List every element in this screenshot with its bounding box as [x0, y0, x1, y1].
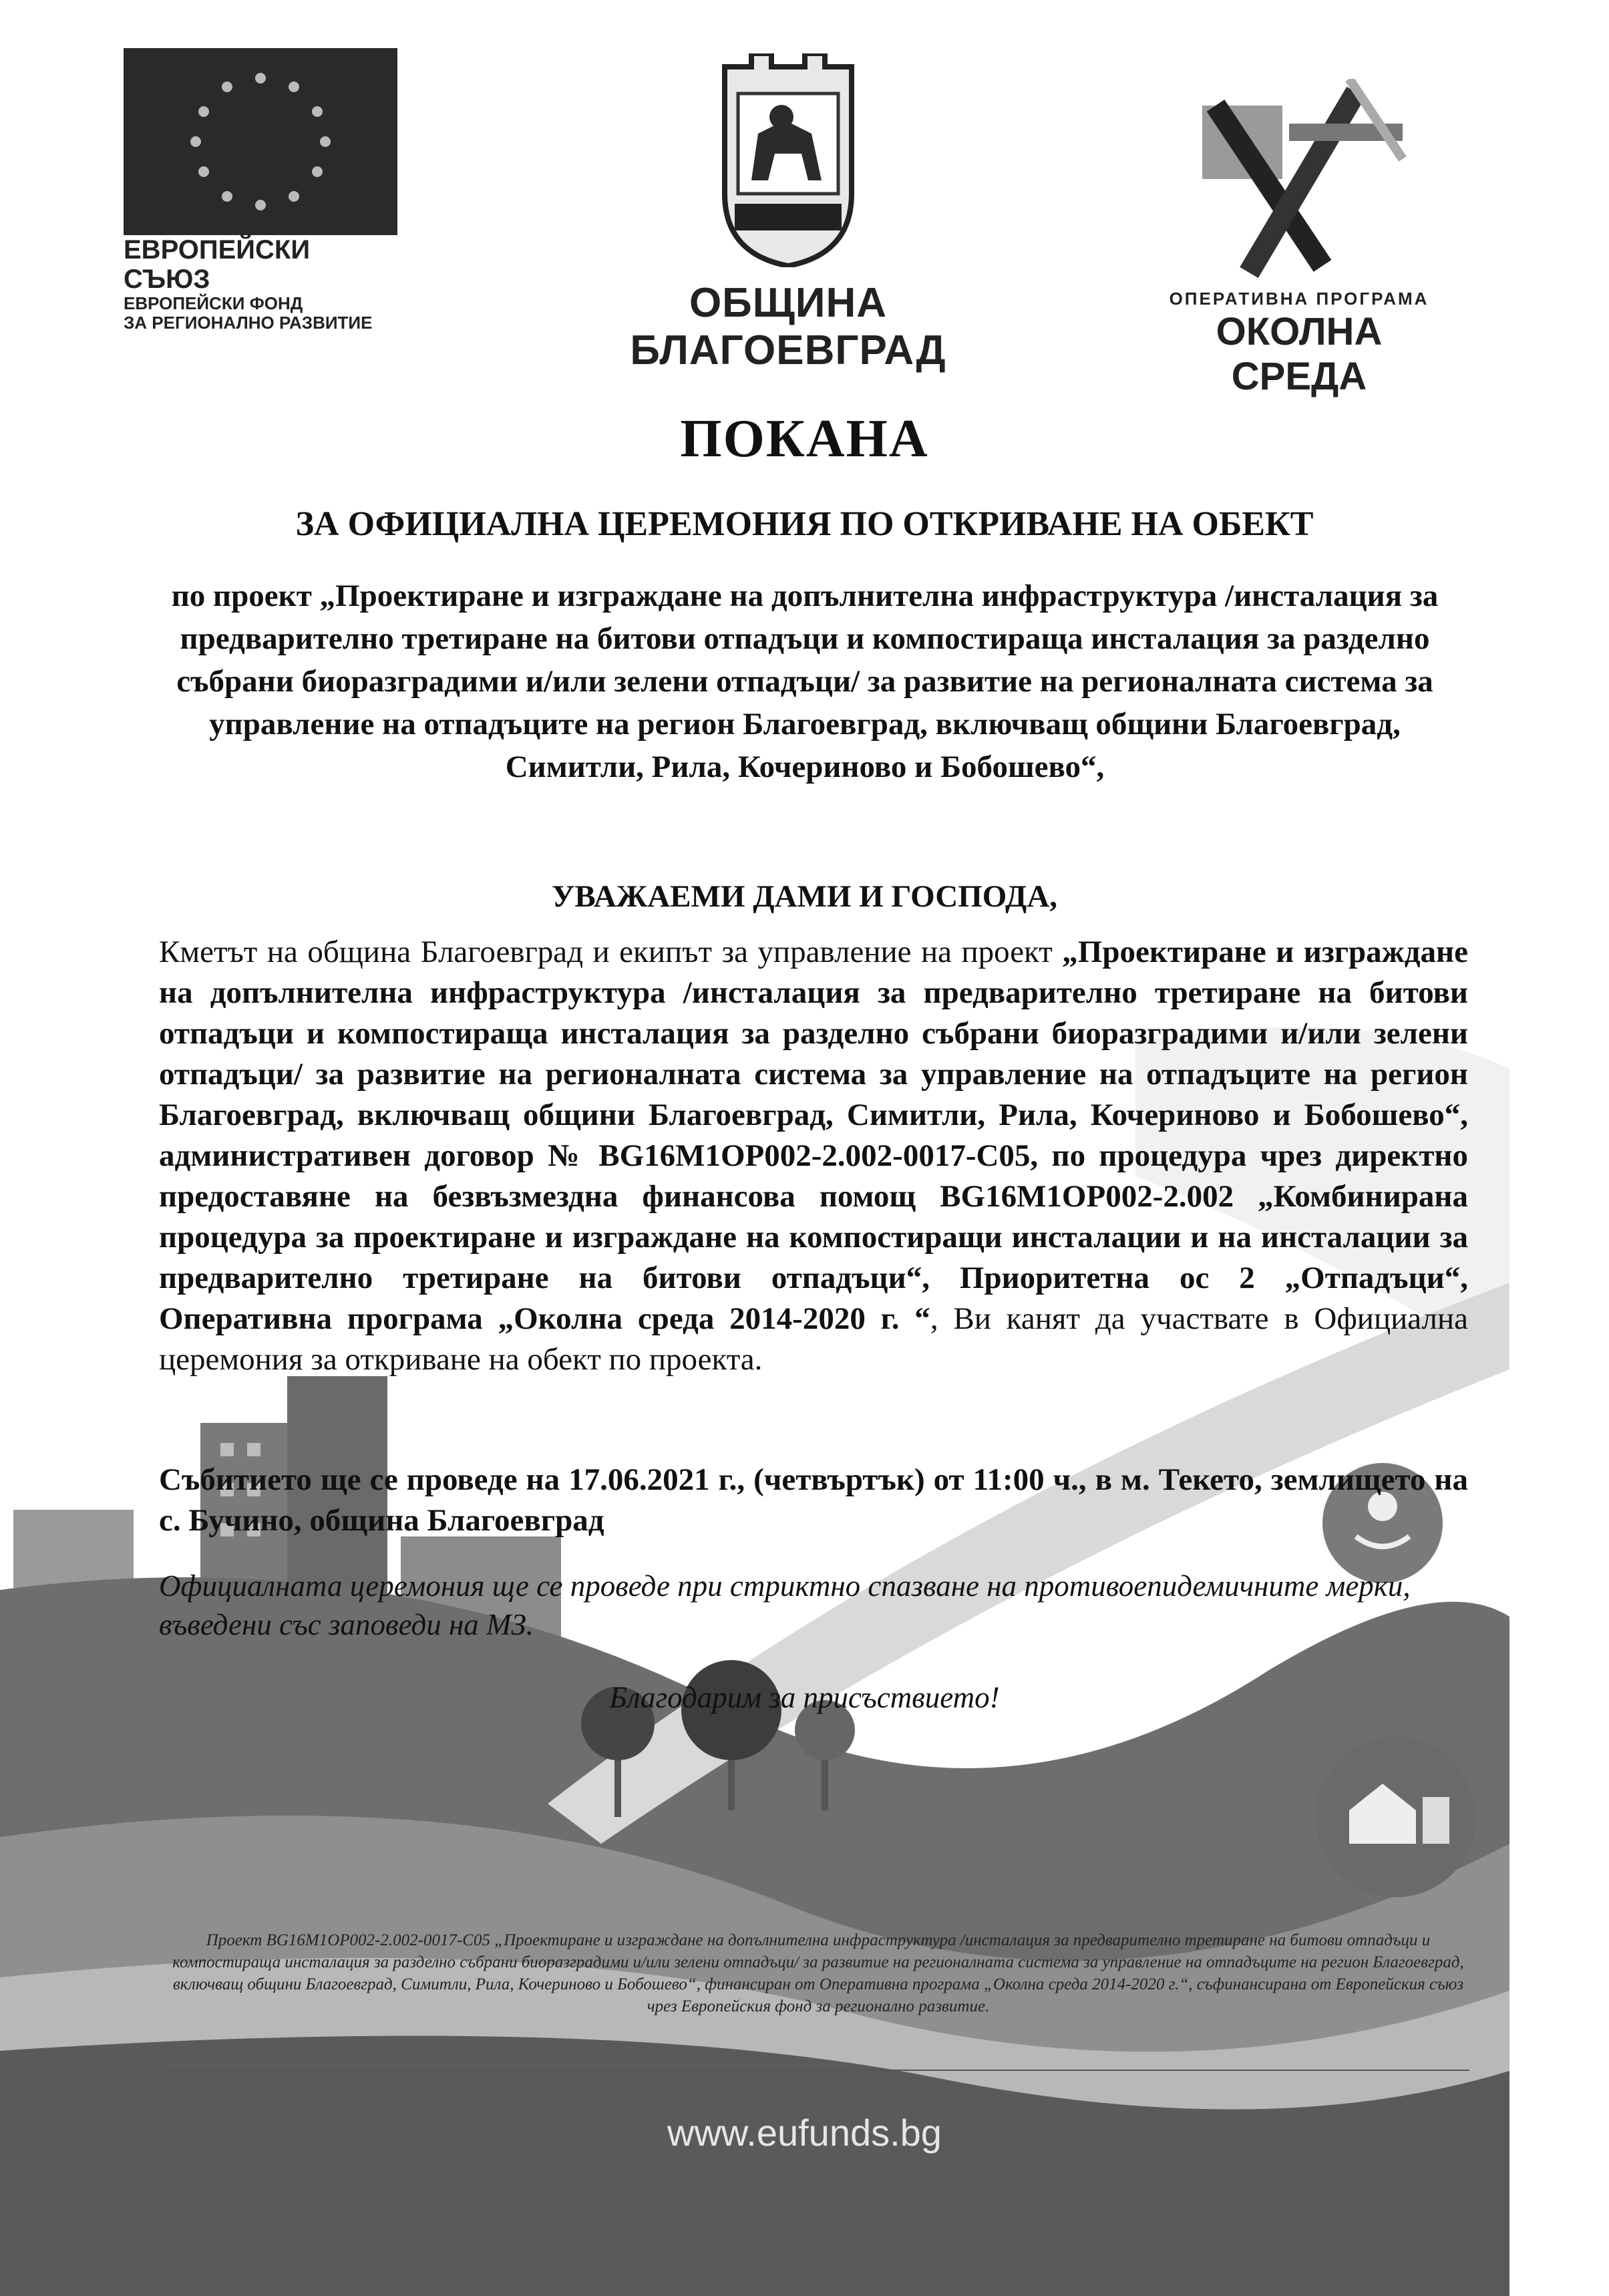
greeting: УВАЖАЕМИ ДАМИ И ГОСПОДА,	[551, 879, 1058, 914]
thanks-line: Благодарим за присъствието!	[609, 1681, 1000, 1714]
municipality-logo	[588, 53, 989, 374]
page-title: ПОКАНА	[680, 409, 929, 468]
page-subtitle: ЗА ОФИЦИАЛНА ЦЕРЕМОНИЯ ПО ОТКРИВАНЕ НА ОБЕКТ	[295, 505, 1314, 543]
op-environment-logo-icon	[1189, 79, 1409, 279]
footer-divider	[167, 2070, 1469, 2071]
body-intro: Кметът на община Благоевград и екипът за управление на проект	[159, 935, 1063, 969]
op-logo-line2: ОКОЛНА СРЕДА	[1216, 310, 1383, 398]
eu-logo-line1: ЕВРОПЕЙСКИ СЪЮЗ	[124, 235, 311, 294]
eu-logo-line2: ЕВРОПЕЙСКИ ФОНД	[124, 293, 303, 313]
footer-disclaimer: Проект BG16M1OP002-2.002-0017-C05 „Проектиране и изграждане на допълнителна инфраструктура /инсталация за предварително третиране на битови отпадъци и компостираща инсталация за разделно събрани биоразградими и/или зелени отпадъци/ за развитие на регионалната система за управление на отпадъците на регион Благоевград, включващ общини Благоевград, Симитли, Рила, Кочериново и Бобошево“, финансиран от Оперативна програма „Околна среда 2014-2020 г.“, съфинансирана от Европейския съюз чрез Европейския фонд за регионално развитие.	[172, 1931, 1464, 2015]
project-line: по проект „Проектиране и изграждане на допълнителна инфраструктура /инсталация за предварително третиране на битови отпадъци и компостираща инсталация за разделно събрани биоразградими и/или зелени отпадъци/ за развитие на регионалната система за управление на отпадъците на регион Благоевград, включващ общини Благоевград, Симитли, Рила, Кочериново и Бобошево“,	[171, 579, 1439, 784]
op-environment-logo	[1155, 79, 1443, 399]
invitation-body	[159, 932, 1468, 1380]
covid-note: Официалната церемония ще се проведе при стриктно спазване на противоепидемичните мерки, въведени със заповеди на МЗ.	[159, 1569, 1411, 1641]
op-logo-line1: ОПЕРАТИВНА ПРОГРАМА	[1169, 289, 1429, 309]
body-outro: , Ви канят да участвате в Официална церемония за откриване на обект по проекта.	[159, 1301, 1468, 1377]
body-project-name: „Проектиране и изграждане на допълнителна инфраструктура /инсталация за предварително третиране на битови отпадъци и компостираща инсталация за разделно събрани биоразградими и/или зелени отпадъци/ за развитие на регионалната система за управление на отпадъците на регион Благоевград, включващ общини Благоевград, Симитли, Рила, Кочериново и Бобошево“, административен договор № BG16M1OP002-2.002-0017-C05, по процедура чрез директно предоставяне на безвъзмездна финансова помощ BG16M1OP002-2.002 „Комбинирана процедура за проектиране и изграждане на компостиращи инсталации и на инсталации за предварително третиране на битови отпадъци“, Приоритетна ос 2 „Отпадъци“, Оперативна програма „Околна среда 2014-2020 г. “	[159, 935, 1468, 1336]
eu-logo-line3: ЗА РЕГИОНАЛНО РАЗВИТИЕ	[124, 312, 373, 333]
eufunds-url: www.eufunds.bg	[667, 2112, 942, 2154]
event-details: Събитието ще се проведе на 17.06.2021 г., (четвъртък) от 11:00 ч., в м. Текето, землището на с. Бучино, община Благоевград	[159, 1462, 1468, 1538]
coat-of-arms-icon	[698, 53, 878, 267]
eu-flag-icon	[124, 48, 397, 235]
eu-logo	[124, 48, 397, 332]
municipality-logo-caption: ОБЩИНА БЛАГОЕВГРАД	[630, 280, 946, 373]
